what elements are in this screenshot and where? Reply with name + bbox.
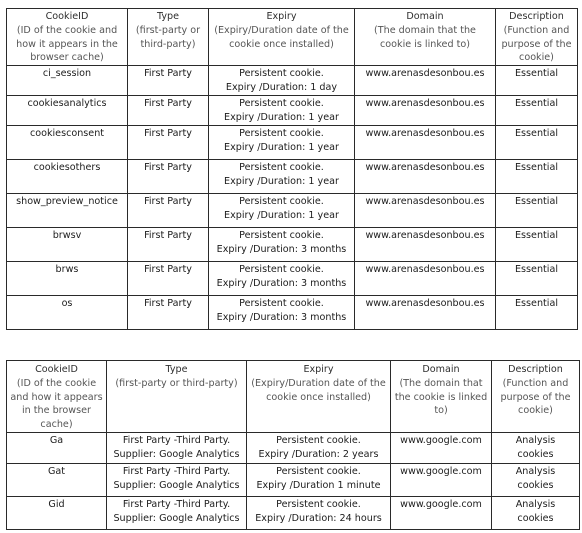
description-cell: [492, 432, 580, 463]
header-type: [128, 9, 209, 66]
cookie-id-cell: brwsv: [7, 228, 128, 262]
expiry-duration: Expiry /Duration: 3 months: [216, 243, 347, 255]
table-row: [7, 262, 578, 296]
description-cell: Essential: [496, 262, 578, 296]
table-row: [7, 228, 578, 262]
header-title: Type: [156, 11, 180, 22]
domain-cell: www.arenasdesonbou.es: [355, 262, 496, 296]
type-cell: [107, 432, 247, 463]
header-domain: [391, 361, 492, 433]
expiry-cell: [247, 463, 391, 496]
header-row: [7, 9, 578, 66]
header-subtitle: (first-party or third-party): [135, 24, 201, 50]
description-cell: Essential: [496, 66, 578, 96]
description-cell: Essential: [496, 160, 578, 194]
header-title: Description: [508, 364, 563, 375]
type-cell: First Party: [128, 126, 209, 160]
header-cookie-id: [7, 9, 128, 66]
description-line: cookies: [517, 479, 554, 491]
header-title: CookieID: [35, 364, 78, 375]
expiry-duration: Expiry /Duration: 2 years: [258, 448, 379, 460]
cookie-id-cell: ci_session: [7, 66, 128, 96]
description-line: Analysis: [515, 465, 556, 477]
cookie-id-cell: brws: [7, 262, 128, 296]
table-row: [7, 496, 580, 529]
expiry-duration: Expiry /Duration: 1 year: [224, 111, 339, 123]
header-type: [107, 361, 247, 433]
expiry-kind: Persistent cookie.: [239, 98, 324, 110]
header-expiry: [247, 361, 391, 433]
domain-cell: www.arenasdesonbou.es: [355, 96, 496, 126]
type-kind: First Party -Third Party.: [122, 498, 231, 510]
type-cell: First Party: [128, 160, 209, 194]
expiry-kind: Persistent cookie.: [239, 196, 324, 208]
header-subtitle: (Function and purpose of the cookie): [500, 377, 571, 417]
header-description: [496, 9, 578, 66]
expiry-kind: Persistent cookie.: [276, 498, 361, 510]
description-line: Analysis: [515, 498, 556, 510]
type-cell: First Party: [128, 296, 209, 330]
header-cookie-id: [7, 361, 107, 433]
expiry-duration: Expiry /Duration: 3 months: [216, 311, 347, 323]
expiry-cell: [209, 194, 355, 228]
cookie-id-cell: cookiesconsent: [7, 126, 128, 160]
description-cell: [492, 463, 580, 496]
domain-cell: www.arenasdesonbou.es: [355, 194, 496, 228]
header-title: Domain: [422, 364, 460, 375]
cookie-id-cell: cookiesothers: [7, 160, 128, 194]
type-kind: First Party -Third Party.: [122, 465, 231, 477]
type-supplier: Supplier: Google Analytics: [113, 448, 240, 460]
cookie-id-cell: Gat: [7, 463, 107, 496]
domain-cell: www.arenasdesonbou.es: [355, 160, 496, 194]
header-row: [7, 361, 580, 433]
header-subtitle: (The domain that the cookie is linked to): [394, 377, 488, 417]
expiry-kind: Persistent cookie.: [239, 230, 324, 242]
table-row: [7, 432, 580, 463]
expiry-cell: [209, 262, 355, 296]
cookie-id-cell: Ga: [7, 432, 107, 463]
type-kind: First Party -Third Party.: [122, 434, 231, 446]
table-row: [7, 296, 578, 330]
table-row: [7, 160, 578, 194]
expiry-kind: Persistent cookie.: [276, 434, 361, 446]
header-subtitle: (ID of the cookie and how it appears in the browser cache): [10, 377, 103, 431]
type-supplier: Supplier: Google Analytics: [113, 479, 240, 491]
expiry-duration: Expiry /Duration: 1 year: [224, 141, 339, 153]
expiry-cell: [247, 496, 391, 529]
expiry-cell: [209, 296, 355, 330]
header-subtitle: (Expiry/Duration date of the cookie once installed): [214, 24, 349, 50]
header-description: [492, 361, 580, 433]
header-subtitle: (The domain that the cookie is linked to): [374, 24, 476, 50]
domain-cell: www.google.com: [391, 463, 492, 496]
third-party-cookies-table: [6, 360, 580, 530]
table-row: [7, 66, 578, 96]
cookie-id-cell: show_preview_notice: [7, 194, 128, 228]
type-cell: [107, 496, 247, 529]
domain-cell: www.google.com: [391, 496, 492, 529]
type-cell: First Party: [128, 194, 209, 228]
header-title: Expiry: [303, 364, 334, 375]
description-line: cookies: [517, 512, 554, 524]
table-row: [7, 194, 578, 228]
description-line: cookies: [517, 448, 554, 460]
header-title: Expiry: [266, 11, 297, 22]
expiry-duration: Expiry /Duration: 24 hours: [255, 512, 382, 524]
header-subtitle: (first-party or third-party): [115, 377, 238, 389]
expiry-kind: Persistent cookie.: [276, 465, 361, 477]
header-subtitle: (Function and purpose of the cookie): [501, 24, 572, 64]
header-title: Type: [165, 364, 188, 375]
header-title: Description: [509, 11, 564, 22]
table-row: [7, 126, 578, 160]
description-line: Analysis: [515, 434, 556, 446]
table-row: [7, 463, 580, 496]
expiry-kind: Persistent cookie.: [239, 264, 324, 276]
expiry-kind: Persistent cookie.: [239, 128, 324, 140]
cookie-id-cell: os: [7, 296, 128, 330]
header-title: Domain: [406, 11, 444, 22]
description-cell: [492, 496, 580, 529]
description-cell: Essential: [496, 126, 578, 160]
expiry-cell: [209, 160, 355, 194]
domain-cell: www.google.com: [391, 432, 492, 463]
expiry-duration: Expiry /Duration 1 minute: [256, 479, 381, 491]
header-expiry: [209, 9, 355, 66]
type-supplier: Supplier: Google Analytics: [113, 512, 240, 524]
domain-cell: www.arenasdesonbou.es: [355, 126, 496, 160]
cookie-id-cell: cookiesanalytics: [7, 96, 128, 126]
description-cell: Essential: [496, 228, 578, 262]
type-cell: First Party: [128, 262, 209, 296]
expiry-duration: Expiry /Duration: 1 year: [224, 175, 339, 187]
first-party-cookies-table: [6, 8, 578, 330]
expiry-duration: Expiry /Duration: 3 months: [216, 277, 347, 289]
type-cell: First Party: [128, 96, 209, 126]
description-cell: Essential: [496, 194, 578, 228]
expiry-cell: [247, 432, 391, 463]
expiry-kind: Persistent cookie.: [239, 298, 324, 310]
expiry-cell: [209, 228, 355, 262]
table-row: [7, 96, 578, 126]
header-title: CookieID: [45, 11, 89, 22]
description-cell: Essential: [496, 96, 578, 126]
type-cell: [107, 463, 247, 496]
expiry-duration: Expiry /Duration: 1 year: [224, 209, 339, 221]
expiry-duration: Expiry /Duration: 1 day: [225, 81, 338, 93]
expiry-kind: Persistent cookie.: [239, 162, 324, 174]
expiry-cell: [209, 96, 355, 126]
header-subtitle: (ID of the cookie and how it appears in the browser cache): [16, 24, 118, 64]
header-subtitle: (Expiry/Duration date of the cookie once installed): [251, 377, 386, 403]
header-domain: [355, 9, 496, 66]
expiry-kind: Persistent cookie.: [239, 68, 324, 80]
description-cell: Essential: [496, 296, 578, 330]
domain-cell: www.arenasdesonbou.es: [355, 228, 496, 262]
type-cell: First Party: [128, 228, 209, 262]
type-cell: First Party: [128, 66, 209, 96]
expiry-cell: [209, 66, 355, 96]
domain-cell: www.arenasdesonbou.es: [355, 66, 496, 96]
domain-cell: www.arenasdesonbou.es: [355, 296, 496, 330]
cookie-id-cell: Gid: [7, 496, 107, 529]
expiry-cell: [209, 126, 355, 160]
